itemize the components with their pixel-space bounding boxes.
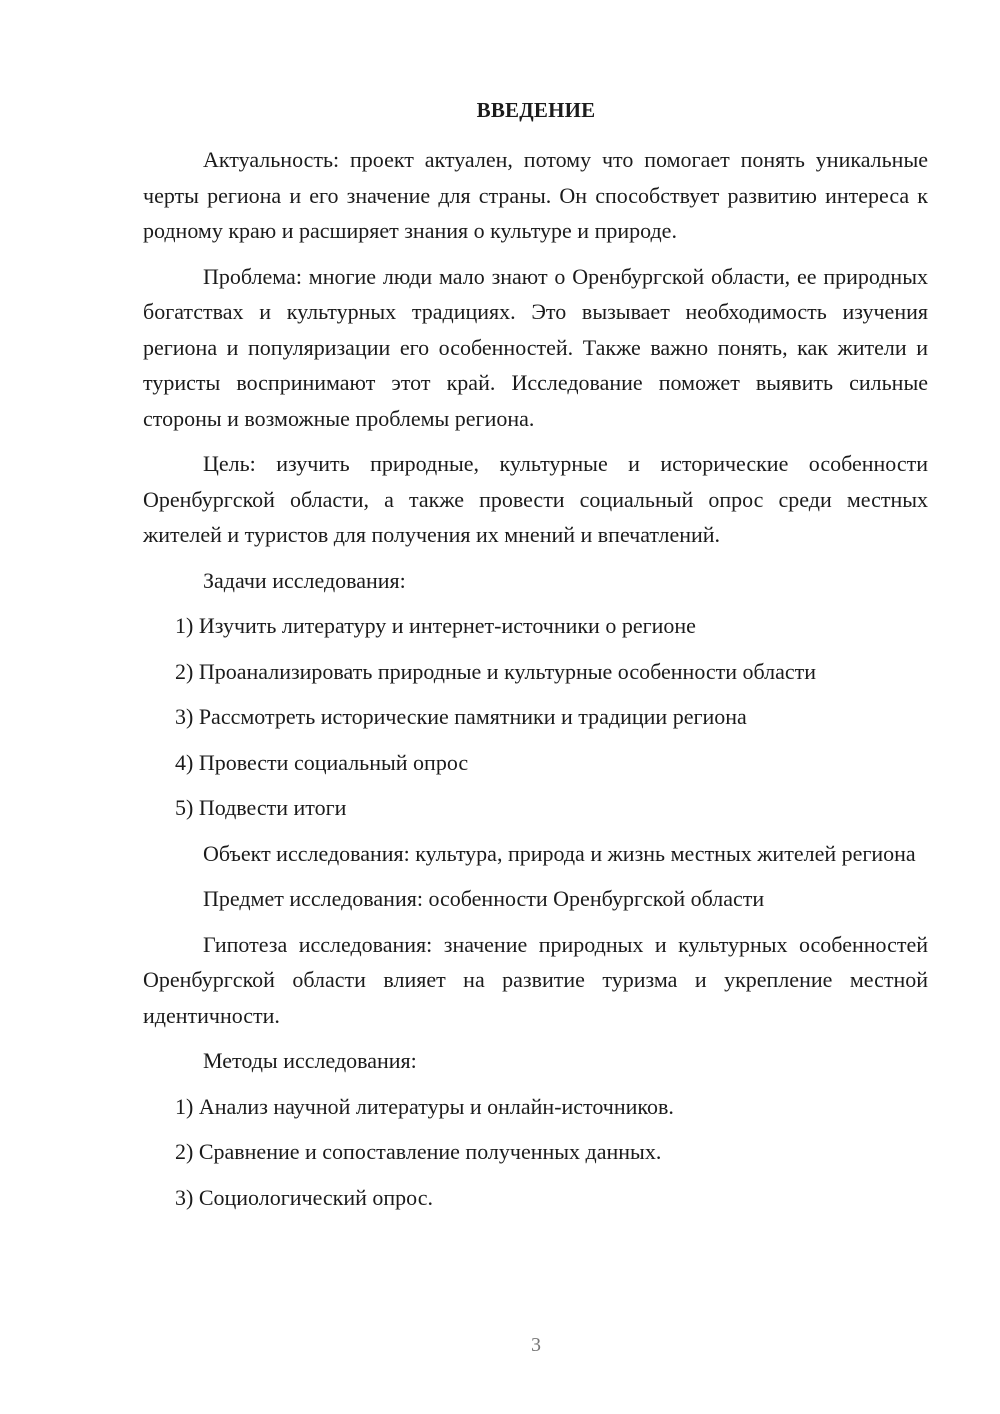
method-item: 3) Социологический опрос. (175, 1184, 433, 1210)
goal-paragraph: Цель: изучить природные, культурные и исторические особенности Оренбургской области, а также провести социальный опрос среди местных жителей и туристов для получения их мнений и впечатлений. (143, 451, 928, 547)
task-item: 4) Провести социальный опрос (175, 749, 469, 775)
task-item: 3) Рассмотреть исторические памятники и традиции региона (175, 704, 747, 729)
section-title: ВВЕДЕНИЕ (476, 98, 596, 122)
research-object-paragraph: Объект исследования: культура, природа и жизнь местных жителей региона (203, 840, 916, 866)
introduction-body (143, 142, 928, 1225)
method-item: 1) Анализ научной литературы и онлайн-источников. (175, 1093, 674, 1119)
methods-heading: Методы исследования: (203, 1048, 417, 1073)
task-item: 5) Подвести итоги (175, 795, 347, 820)
page-number: 3 (531, 1334, 541, 1356)
tasks-heading: Задачи исследования: (203, 567, 406, 593)
problem-paragraph: Проблема: многие люди мало знают о Оренбургской области, ее природных богатствах и культурных традициях. Это вызывает необходимость изучения региона и популяризации его особенностей. Также важно понять, как жители и туристы воспринимают этот край. Исследование поможет выявить сильные стороны и возможные проблемы региона. (143, 263, 928, 431)
task-item: 2) Проанализировать природные и культурные особенности области (175, 658, 817, 684)
relevance-paragraph: Актуальность: проект актуален, потому что помогает понять уникальные черты региона и его значение для страны. Он способствует развитию интереса к родному краю и расширяет знания о культуре и природе. (143, 147, 928, 243)
hypothesis-paragraph: Гипотеза исследования: значение природных и культурных особенностей Оренбургской области влияет на развитие туризма и укрепление местной идентичности. (143, 931, 928, 1028)
research-subject-paragraph: Предмет исследования: особенности Оренбургской области (203, 886, 765, 911)
task-item: 1) Изучить литературу и интернет-источники о регионе (175, 613, 696, 638)
method-item: 2) Сравнение и сопоставление полученных данных. (175, 1139, 662, 1164)
